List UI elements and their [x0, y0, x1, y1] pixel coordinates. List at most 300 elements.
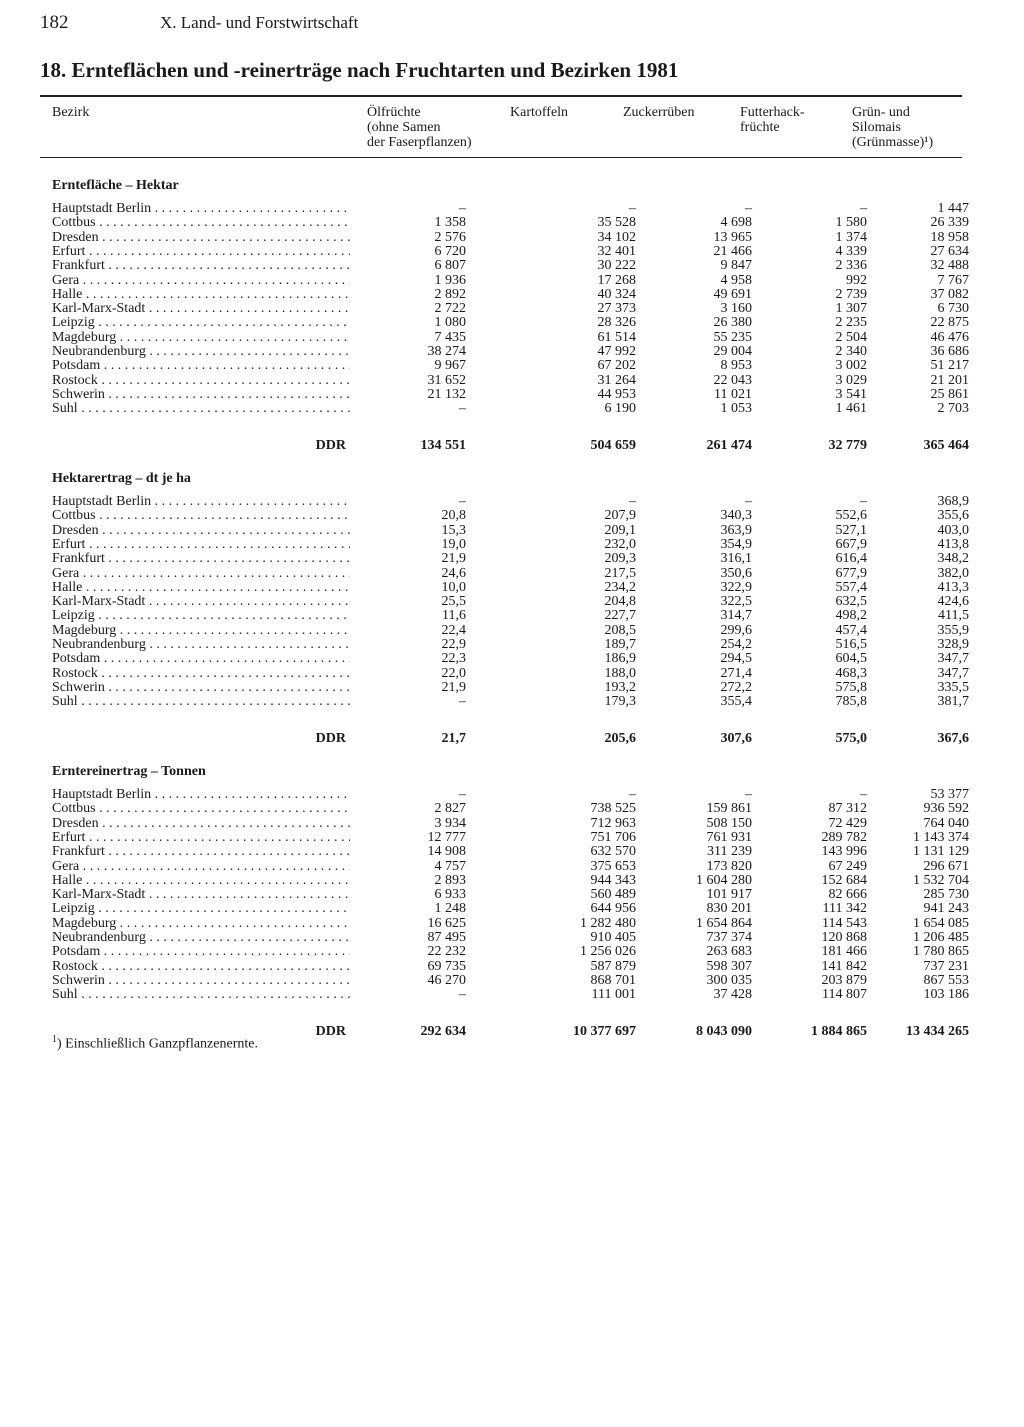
table-row — [52, 508, 969, 524]
table-cell: 15,3 — [441, 522, 466, 538]
table-cell: 203 879 — [821, 972, 867, 988]
table-cell: 1 654 085 — [913, 915, 969, 931]
table-cell: 285 730 — [923, 887, 969, 903]
table-cell: 632,5 — [835, 594, 867, 610]
bezirk-name: Potsdam . . . — [52, 359, 350, 373]
total-label: DDR — [315, 437, 346, 453]
bezirk-name: Rostock . . . — [52, 960, 350, 974]
table-cell: 6 933 — [434, 887, 466, 903]
table-cell: 644 956 — [590, 901, 636, 917]
table-cell: 498,2 — [835, 608, 867, 624]
table-cell: 1 604 280 — [696, 872, 752, 888]
table-row — [52, 622, 969, 638]
chapter-title: X. Land- und Forstwirtschaft — [160, 13, 359, 32]
table-cell: 22,3 — [441, 651, 466, 667]
table-cell: 1 358 — [434, 215, 466, 231]
table-cell: 120 868 — [821, 930, 867, 945]
table-cell: 103 186 — [923, 987, 969, 1003]
table-row — [52, 972, 969, 988]
table-cell: 19,0 — [441, 536, 466, 552]
table-row — [52, 286, 969, 302]
table-cell: 1 053 — [720, 401, 752, 417]
table-cell: 114 543 — [822, 915, 867, 931]
bezirk-name: Erfurt . . . — [52, 831, 350, 845]
total-row — [52, 730, 969, 746]
table-cell: 4 757 — [434, 858, 466, 874]
table-cell: 22 043 — [713, 372, 752, 388]
table-row — [52, 272, 969, 288]
table-cell: 368,9 — [937, 494, 969, 509]
table-cell: 21 201 — [930, 372, 969, 388]
table-row — [52, 679, 969, 695]
table-cell: 208,5 — [604, 622, 636, 638]
table-cell: 25,5 — [441, 594, 466, 610]
table-cell: 49 691 — [713, 286, 752, 302]
table-row — [52, 344, 969, 359]
table-cell: 910 405 — [590, 930, 636, 945]
table-cell: 381,7 — [937, 694, 969, 710]
table-cell: 6 730 — [937, 301, 969, 317]
bezirk-name: Neubrandenburg . . . — [52, 931, 350, 945]
table-cell: 340,3 — [720, 508, 752, 524]
table-cell: 27 634 — [930, 243, 969, 259]
bezirk-name: Schwerin . . . — [52, 681, 350, 695]
table-cell: 114 807 — [822, 987, 867, 1003]
table-cell: 764 040 — [923, 815, 969, 831]
table-cell: – — [459, 694, 466, 710]
bezirk-name: Karl-Marx-Stadt . . . — [52, 888, 350, 902]
bezirk-name: Frankfurt . . . — [52, 552, 350, 566]
table-cell: 189,7 — [604, 637, 636, 652]
table-cell: 328,9 — [937, 637, 969, 652]
table-cell: 40 324 — [597, 286, 636, 302]
column-header-fodder-roots: Futterhack- früchte — [740, 105, 805, 135]
table-cell: 55 235 — [713, 329, 752, 345]
table-cell: 3 541 — [835, 386, 867, 402]
bezirk-name: Potsdam . . . — [52, 945, 350, 959]
total-cell: 367,6 — [937, 730, 969, 746]
table-cell: 413,3 — [937, 579, 969, 595]
bezirk-name: Dresden . . . — [52, 524, 350, 538]
table-cell: 2 739 — [835, 286, 867, 302]
bezirk-name: Schwerin . . . — [52, 974, 350, 988]
table-cell: 30 222 — [597, 258, 636, 274]
table-cell: 1 532 704 — [913, 872, 969, 888]
table-cell: 21,9 — [441, 551, 466, 567]
table-cell: 712 963 — [590, 815, 636, 831]
total-cell: 1 884 865 — [811, 1023, 867, 1039]
table-cell: 8 953 — [720, 358, 752, 374]
total-cell: 205,6 — [604, 730, 636, 746]
table-cell: 47 992 — [597, 344, 636, 359]
table-cell: 457,4 — [835, 622, 867, 638]
table-cell: 761 931 — [706, 829, 752, 845]
table-cell: 204,8 — [604, 594, 636, 610]
table-cell: 20,8 — [441, 508, 466, 524]
table-row — [52, 243, 969, 259]
top-rule — [40, 95, 962, 97]
column-header-potatoes: Kartoffeln — [510, 105, 569, 120]
bezirk-name: Magdeburg . . . — [52, 624, 350, 638]
table-cell: 37 082 — [930, 286, 969, 302]
bezirk-name: Rostock . . . — [52, 374, 350, 388]
bezirk-name: Hauptstadt Berlin . . . — [52, 202, 350, 216]
table-row — [52, 651, 969, 667]
table-cell: 38 274 — [427, 344, 466, 359]
table-row — [52, 930, 969, 945]
bezirk-name: Cottbus . . . — [52, 509, 350, 523]
table-cell: 375 653 — [590, 858, 636, 874]
section-title: Hektarertrag – dt je ha — [52, 471, 191, 486]
table-title: 18. Ernteflächen und -reinerträge nach Fruchtarten und Bezirken 1981 — [40, 58, 679, 82]
column-header-sugarbeets: Zuckerrüben — [623, 105, 695, 120]
table-cell: 32 488 — [930, 258, 969, 274]
table-cell: 27 373 — [597, 301, 636, 317]
bezirk-name: Gera . . . — [52, 567, 350, 581]
bezirk-name: Karl-Marx-Stadt . . . — [52, 595, 350, 609]
table-cell: 7 767 — [937, 272, 969, 288]
table-row — [52, 887, 969, 903]
section-title: Erntereinertrag – Tonnen — [52, 764, 206, 779]
table-cell: – — [629, 201, 636, 216]
table-cell: 271,4 — [720, 665, 752, 681]
table-row — [52, 872, 969, 888]
table-cell: 16 625 — [427, 915, 466, 931]
table-cell: 9 967 — [434, 358, 466, 374]
table-cell: 173 820 — [706, 858, 752, 874]
table-cell: 3 002 — [835, 358, 867, 374]
table-cell: 53 377 — [930, 787, 969, 802]
table-cell: 6 720 — [434, 243, 466, 259]
table-cell: 354,9 — [720, 536, 752, 552]
bezirk-name: Erfurt . . . — [52, 538, 350, 552]
table-cell: 21 466 — [713, 243, 752, 259]
table-cell: 179,3 — [604, 694, 636, 710]
table-cell: 868 701 — [590, 972, 636, 988]
total-cell: 13 434 265 — [906, 1023, 969, 1039]
bezirk-name: Rostock . . . — [52, 667, 350, 681]
table-cell: 22 875 — [930, 315, 969, 331]
table-row — [52, 301, 969, 317]
bezirk-name: Cottbus . . . — [52, 802, 350, 816]
table-row — [52, 858, 969, 874]
table-cell: 751 706 — [590, 829, 636, 845]
footnote-mark: 1 — [52, 1034, 57, 1045]
table-cell: 1 461 — [835, 401, 867, 417]
bezirk-name: Neubrandenburg . . . — [52, 345, 350, 359]
bezirk-name: Leipzig . . . — [52, 609, 350, 623]
table-cell: 785,8 — [835, 694, 867, 710]
table-row — [52, 594, 969, 610]
total-cell: 261 474 — [706, 437, 752, 453]
table-cell: 31 652 — [427, 372, 466, 388]
table-cell: 1 307 — [835, 301, 867, 317]
total-cell: 575,0 — [835, 730, 867, 746]
table-cell: 31 264 — [597, 372, 636, 388]
table-cell: 737 231 — [923, 958, 969, 974]
table-row — [52, 215, 969, 231]
total-label: DDR — [315, 730, 346, 746]
table-cell: – — [459, 401, 466, 417]
table-cell: 67 249 — [828, 858, 867, 874]
table-cell: 272,2 — [720, 679, 752, 695]
table-cell: 44 953 — [597, 386, 636, 402]
table-row — [52, 987, 969, 1003]
table-cell: 677,9 — [835, 565, 867, 581]
table-cell: 992 — [846, 272, 867, 288]
table-cell: 941 243 — [923, 901, 969, 917]
table-cell: 1 080 — [434, 315, 466, 331]
table-cell: 9 847 — [720, 258, 752, 274]
table-cell: 217,5 — [604, 565, 636, 581]
table-cell: 299,6 — [720, 622, 752, 638]
table-cell: 557,4 — [835, 579, 867, 595]
table-cell: 300 035 — [706, 972, 752, 988]
table-cell: 22,0 — [441, 665, 466, 681]
table-cell: 2 703 — [937, 401, 969, 417]
table-cell: 616,4 — [835, 551, 867, 567]
table-cell: 604,5 — [835, 651, 867, 667]
total-cell: 134 551 — [420, 437, 466, 453]
table-cell: 2 235 — [835, 315, 867, 331]
table-cell: 1 447 — [937, 201, 969, 216]
bezirk-name: Schwerin . . . — [52, 388, 350, 402]
table-cell: 10,0 — [441, 579, 466, 595]
footnote — [52, 1034, 258, 1053]
table-row — [52, 901, 969, 917]
table-cell: 575,8 — [835, 679, 867, 695]
table-cell: 51 217 — [930, 358, 969, 374]
table-row — [52, 358, 969, 374]
table-cell: 4 958 — [720, 272, 752, 288]
table-cell: 347,7 — [937, 665, 969, 681]
table-cell: 72 429 — [828, 815, 867, 831]
table-cell: – — [860, 201, 867, 216]
table-cell: 87 495 — [427, 930, 466, 945]
header-rule — [40, 157, 962, 158]
table-row — [52, 844, 969, 860]
table-row — [52, 551, 969, 567]
section-title: Erntefläche – Hektar — [52, 178, 179, 193]
table-cell: 322,5 — [720, 594, 752, 610]
table-cell: 6 190 — [604, 401, 636, 417]
bezirk-name: Hauptstadt Berlin . . . — [52, 788, 350, 802]
table-cell: – — [745, 494, 752, 509]
table-cell: 355,4 — [720, 694, 752, 710]
table-row — [52, 536, 969, 552]
bezirk-name: Hauptstadt Berlin . . . — [52, 495, 350, 509]
table-cell: 209,3 — [604, 551, 636, 567]
table-cell: 587 879 — [590, 958, 636, 974]
table-cell: 234,2 — [604, 579, 636, 595]
table-row — [52, 329, 969, 345]
table-cell: 22,4 — [441, 622, 466, 638]
table-cell: 37 428 — [713, 987, 752, 1003]
table-cell: 32 401 — [597, 243, 636, 259]
table-cell: 4 698 — [720, 215, 752, 231]
table-cell: 1 580 — [835, 215, 867, 231]
table-cell: – — [459, 201, 466, 216]
table-cell: 355,6 — [937, 508, 969, 524]
table-cell: 61 514 — [597, 329, 636, 345]
table-cell: 101 917 — [706, 887, 752, 903]
table-cell: 159 861 — [706, 801, 752, 817]
table-row — [52, 608, 969, 624]
table-cell: – — [860, 494, 867, 509]
table-cell: 1 131 129 — [913, 844, 969, 860]
bezirk-name: Dresden . . . — [52, 817, 350, 831]
table-cell: 26 339 — [930, 215, 969, 231]
table-cell: 87 312 — [828, 801, 867, 817]
table-cell: 14 908 — [427, 844, 466, 860]
table-cell: 508 150 — [706, 815, 752, 831]
table-cell: 830 201 — [706, 901, 752, 917]
table-cell: 227,7 — [604, 608, 636, 624]
table-cell: 263 683 — [706, 944, 752, 960]
table-cell: 69 735 — [427, 958, 466, 974]
table-cell: 1 374 — [835, 229, 867, 245]
bezirk-name: Suhl . . . — [52, 402, 350, 416]
table-row — [52, 579, 969, 595]
table-cell: 209,1 — [604, 522, 636, 538]
table-cell: 35 528 — [597, 215, 636, 231]
bezirk-name: Leipzig . . . — [52, 316, 350, 330]
bezirk-name: Leipzig . . . — [52, 902, 350, 916]
table-cell: 516,5 — [835, 637, 867, 652]
total-cell: 307,6 — [720, 730, 752, 746]
bezirk-name: Erfurt . . . — [52, 245, 350, 259]
table-cell: 181 466 — [821, 944, 867, 960]
bezirk-name: Dresden . . . — [52, 231, 350, 245]
table-cell: 382,0 — [937, 565, 969, 581]
bezirk-name: Gera . . . — [52, 860, 350, 874]
table-row — [52, 829, 969, 845]
table-cell: 143 996 — [821, 844, 867, 860]
table-cell: 141 842 — [821, 958, 867, 974]
bezirk-name: Halle . . . — [52, 288, 350, 302]
table-cell: 1 780 865 — [913, 944, 969, 960]
table-cell: 316,1 — [720, 551, 752, 567]
total-cell: 21,7 — [441, 730, 466, 746]
table-row — [52, 315, 969, 331]
total-cell: 10 377 697 — [573, 1023, 636, 1039]
bezirk-name: Potsdam . . . — [52, 652, 350, 666]
table-cell: 13 965 — [713, 229, 752, 245]
table-cell: 152 684 — [821, 872, 867, 888]
total-cell: 365 464 — [923, 437, 969, 453]
table-row — [52, 401, 969, 417]
table-cell: 3 934 — [434, 815, 466, 831]
table-cell: 67 202 — [597, 358, 636, 374]
table-cell: 25 861 — [930, 386, 969, 402]
table-cell: 2 892 — [434, 286, 466, 302]
table-cell: 18 958 — [930, 229, 969, 245]
table-cell: 193,2 — [604, 679, 636, 695]
table-cell: – — [629, 494, 636, 509]
total-cell: 504 659 — [590, 437, 636, 453]
table-cell: 1 936 — [434, 272, 466, 288]
table-cell: 1 143 374 — [913, 829, 969, 845]
table-cell: 294,5 — [720, 651, 752, 667]
table-cell: 111 001 — [591, 987, 636, 1003]
table-cell: 2 893 — [434, 872, 466, 888]
table-row — [52, 915, 969, 931]
total-row — [52, 437, 969, 453]
table-cell: 29 004 — [713, 344, 752, 359]
table-cell: 667,9 — [835, 536, 867, 552]
table-cell: 46 270 — [427, 972, 466, 988]
bezirk-name: Magdeburg . . . — [52, 917, 350, 931]
table-cell: 598 307 — [706, 958, 752, 974]
table-cell: 21,9 — [441, 679, 466, 695]
table-row — [52, 787, 969, 802]
running-head — [40, 12, 358, 34]
table-cell: 46 476 — [930, 329, 969, 345]
table-cell: 403,0 — [937, 522, 969, 538]
bezirk-name: Frankfurt . . . — [52, 259, 350, 273]
table-cell: 1 248 — [434, 901, 466, 917]
bezirk-name: Cottbus . . . — [52, 216, 350, 230]
table-cell: 2 722 — [434, 301, 466, 317]
table-cell: 424,6 — [937, 594, 969, 610]
bezirk-name: Neubrandenburg . . . — [52, 638, 350, 652]
table-cell: – — [459, 987, 466, 1003]
table-row — [52, 522, 969, 538]
table-cell: 738 525 — [590, 801, 636, 817]
table-cell: 289 782 — [821, 829, 867, 845]
table-cell: 186,9 — [604, 651, 636, 667]
table-cell: 468,3 — [835, 665, 867, 681]
table-row — [52, 372, 969, 388]
table-row — [52, 665, 969, 681]
column-header-maize: Grün- und Silomais (Grünmasse)¹) — [852, 105, 934, 150]
table-cell: 413,8 — [937, 536, 969, 552]
table-cell: 24,6 — [441, 565, 466, 581]
table-cell: 11 021 — [714, 386, 752, 402]
table-row — [52, 815, 969, 831]
table-cell: 867 553 — [923, 972, 969, 988]
table-row — [52, 958, 969, 974]
table-cell: 3 160 — [720, 301, 752, 317]
table-cell: 7 435 — [434, 329, 466, 345]
table-cell: 296 671 — [923, 858, 969, 874]
table-cell: 21 132 — [427, 386, 466, 402]
table-cell: 28 326 — [597, 315, 636, 331]
table-cell: 2 340 — [835, 344, 867, 359]
table-cell: 2 336 — [835, 258, 867, 274]
table-cell: 527,1 — [835, 522, 867, 538]
table-cell: – — [860, 787, 867, 802]
table-cell: 560 489 — [590, 887, 636, 903]
table-cell: 632 570 — [590, 844, 636, 860]
table-cell: – — [459, 787, 466, 802]
bezirk-name: Suhl . . . — [52, 988, 350, 1002]
table-row — [52, 494, 969, 509]
bezirk-name: Halle . . . — [52, 581, 350, 595]
column-header-bezirk: Bezirk — [52, 105, 90, 120]
total-cell: 292 634 — [420, 1023, 466, 1039]
table-cell: 2 504 — [835, 329, 867, 345]
column-header-oilseeds: Ölfrüchte (ohne Samen der Faserpflanzen) — [367, 105, 472, 150]
table-cell: 347,7 — [937, 651, 969, 667]
bezirk-name: Magdeburg . . . — [52, 331, 350, 345]
table-cell: 82 666 — [828, 887, 867, 903]
table-cell: 348,2 — [937, 551, 969, 567]
table-cell: 2 576 — [434, 229, 466, 245]
table-row — [52, 258, 969, 274]
table-row — [52, 637, 969, 652]
table-cell: 314,7 — [720, 608, 752, 624]
